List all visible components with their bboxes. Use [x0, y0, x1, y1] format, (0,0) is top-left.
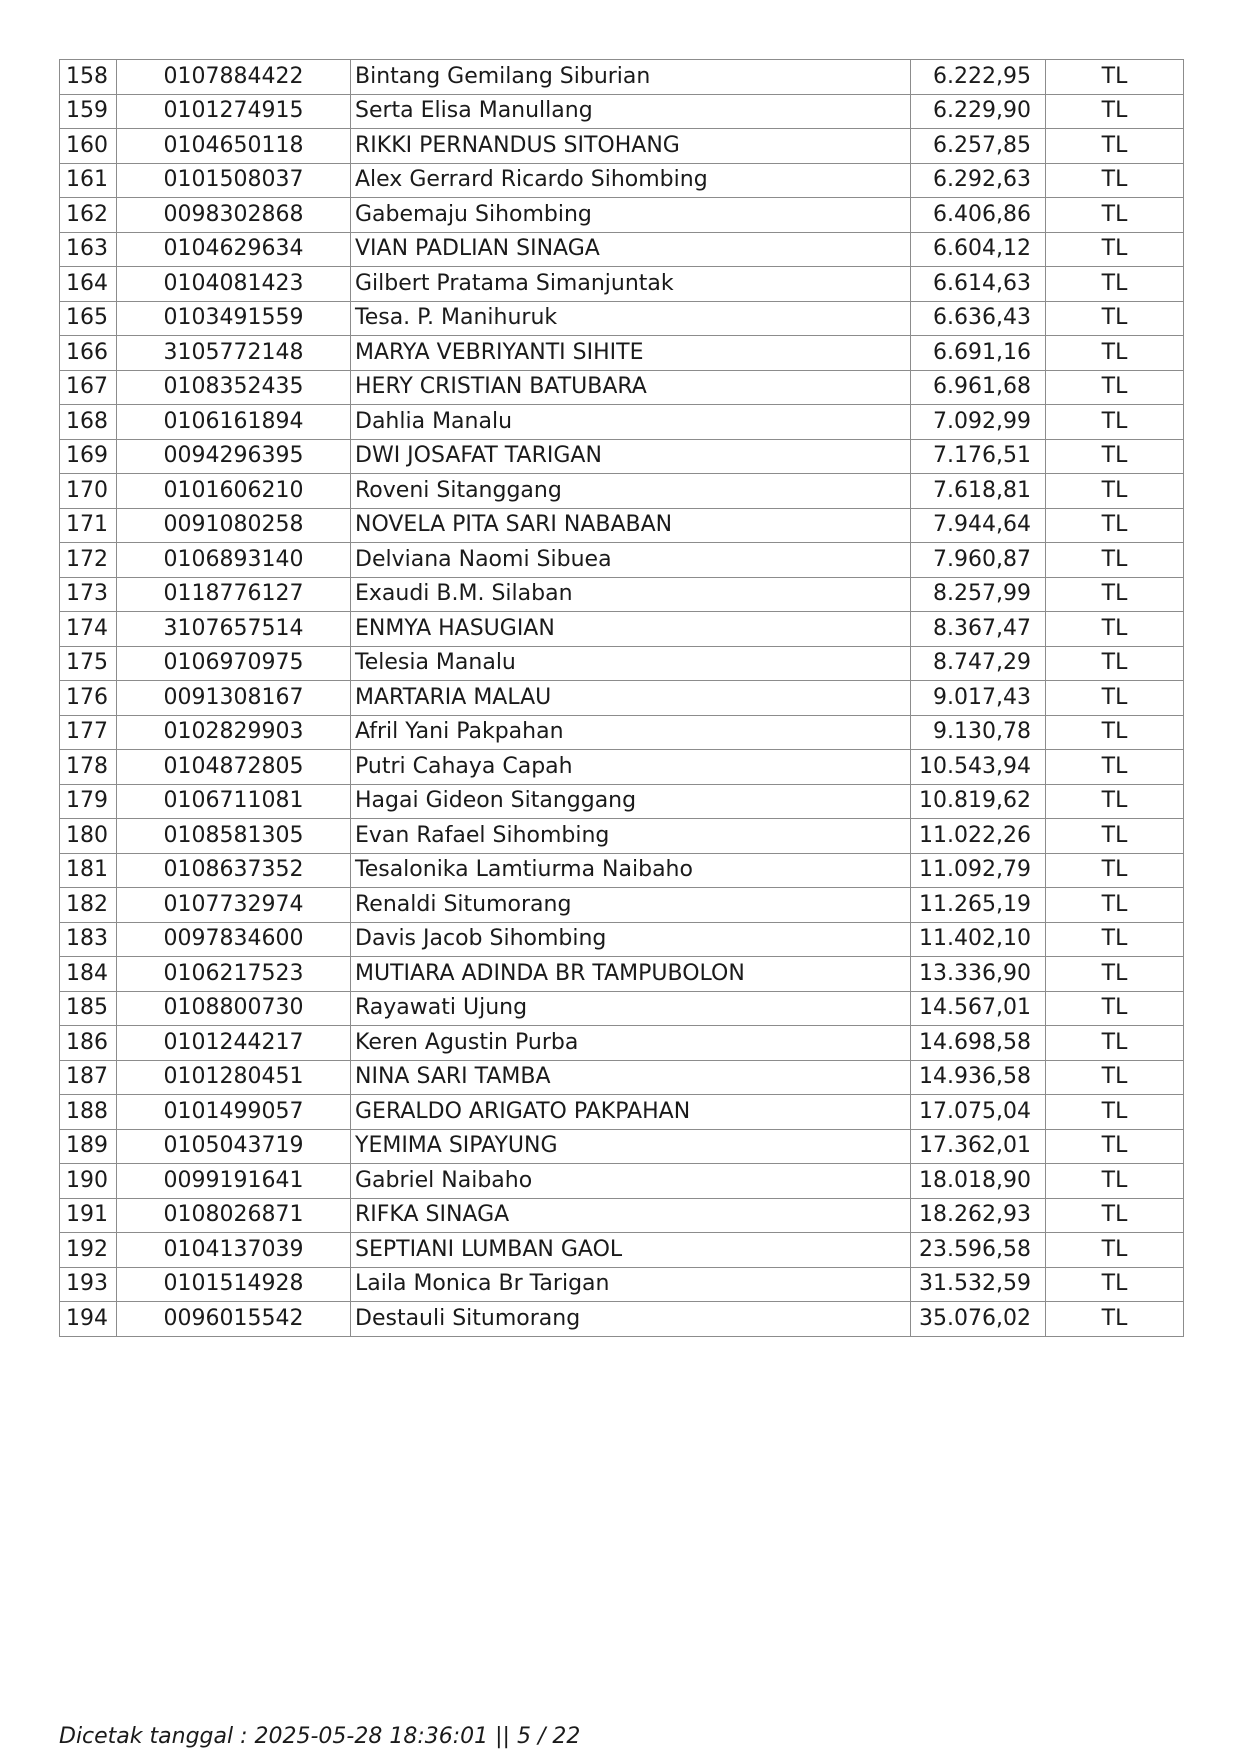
score-cell: 7.176,51	[911, 439, 1046, 474]
student-name-cell: Renaldi Situmorang	[351, 888, 911, 923]
table-row	[60, 1164, 1184, 1199]
row-number-cell: 175	[60, 646, 117, 681]
student-name-cell: MARTARIA MALAU	[351, 681, 911, 716]
score-cell: 6.257,85	[911, 129, 1046, 164]
status-cell: TL	[1046, 94, 1184, 129]
student-id-cell: 0108352435	[117, 370, 351, 405]
student-id-cell: 0105043719	[117, 1129, 351, 1164]
table-row	[60, 129, 1184, 164]
row-number-cell: 180	[60, 819, 117, 854]
status-cell: TL	[1046, 1026, 1184, 1061]
score-cell: 23.596,58	[911, 1233, 1046, 1268]
student-name-cell: Davis Jacob Sihombing	[351, 922, 911, 957]
table-body	[60, 60, 1184, 1337]
table-row	[60, 163, 1184, 198]
row-number-cell: 168	[60, 405, 117, 440]
student-name-cell: Laila Monica Br Tarigan	[351, 1267, 911, 1302]
score-cell: 6.292,63	[911, 163, 1046, 198]
row-number-cell: 164	[60, 267, 117, 302]
student-id-cell: 0101244217	[117, 1026, 351, 1061]
student-name-cell: Roveni Sitanggang	[351, 474, 911, 509]
row-number-cell: 187	[60, 1060, 117, 1095]
student-name-cell: RIFKA SINAGA	[351, 1198, 911, 1233]
status-cell: TL	[1046, 267, 1184, 302]
status-cell: TL	[1046, 991, 1184, 1026]
table-row	[60, 922, 1184, 957]
status-cell: TL	[1046, 232, 1184, 267]
score-cell: 18.018,90	[911, 1164, 1046, 1199]
score-cell: 6.604,12	[911, 232, 1046, 267]
status-cell: TL	[1046, 1164, 1184, 1199]
student-name-cell: Rayawati Ujung	[351, 991, 911, 1026]
status-cell: TL	[1046, 439, 1184, 474]
student-name-cell: Putri Cahaya Capah	[351, 750, 911, 785]
row-number-cell: 172	[60, 543, 117, 578]
status-cell: TL	[1046, 543, 1184, 578]
status-cell: TL	[1046, 750, 1184, 785]
student-id-cell: 0118776127	[117, 577, 351, 612]
table-row	[60, 60, 1184, 95]
status-cell: TL	[1046, 129, 1184, 164]
status-cell: TL	[1046, 612, 1184, 647]
table-row	[60, 715, 1184, 750]
row-number-cell: 191	[60, 1198, 117, 1233]
row-number-cell: 173	[60, 577, 117, 612]
score-cell: 8.257,99	[911, 577, 1046, 612]
status-cell: TL	[1046, 336, 1184, 371]
row-number-cell: 160	[60, 129, 117, 164]
score-cell: 8.747,29	[911, 646, 1046, 681]
table-row	[60, 1198, 1184, 1233]
score-cell: 9.130,78	[911, 715, 1046, 750]
table-row	[60, 267, 1184, 302]
student-name-cell: Dahlia Manalu	[351, 405, 911, 440]
student-name-cell: Afril Yani Pakpahan	[351, 715, 911, 750]
table-row	[60, 370, 1184, 405]
score-cell: 8.367,47	[911, 612, 1046, 647]
student-name-cell: Tesalonika Lamtiurma Naibaho	[351, 853, 911, 888]
print-footer: Dicetak tanggal : 2025-05-28 18:36:01 || 5 / 22	[59, 1724, 581, 1749]
row-number-cell: 162	[60, 198, 117, 233]
student-name-cell: VIAN PADLIAN SINAGA	[351, 232, 911, 267]
score-cell: 11.092,79	[911, 853, 1046, 888]
student-id-cell: 0096015542	[117, 1302, 351, 1337]
student-id-cell: 0104629634	[117, 232, 351, 267]
student-id-cell: 0106711081	[117, 784, 351, 819]
row-number-cell: 169	[60, 439, 117, 474]
status-cell: TL	[1046, 784, 1184, 819]
score-cell: 17.075,04	[911, 1095, 1046, 1130]
status-cell: TL	[1046, 681, 1184, 716]
table-row	[60, 1129, 1184, 1164]
table-row	[60, 439, 1184, 474]
status-cell: TL	[1046, 301, 1184, 336]
score-cell: 6.222,95	[911, 60, 1046, 95]
row-number-cell: 193	[60, 1267, 117, 1302]
student-name-cell: ENMYA HASUGIAN	[351, 612, 911, 647]
score-cell: 17.362,01	[911, 1129, 1046, 1164]
row-number-cell: 181	[60, 853, 117, 888]
student-id-cell: 0101514928	[117, 1267, 351, 1302]
student-name-cell: Gabriel Naibaho	[351, 1164, 911, 1199]
student-id-cell: 0102829903	[117, 715, 351, 750]
status-cell: TL	[1046, 1302, 1184, 1337]
student-id-cell: 0104650118	[117, 129, 351, 164]
student-id-cell: 0104872805	[117, 750, 351, 785]
student-name-cell: Destauli Situmorang	[351, 1302, 911, 1337]
student-name-cell: Bintang Gemilang Siburian	[351, 60, 911, 95]
row-number-cell: 165	[60, 301, 117, 336]
student-name-cell: RIKKI PERNANDUS SITOHANG	[351, 129, 911, 164]
status-cell: TL	[1046, 474, 1184, 509]
student-id-cell: 0101606210	[117, 474, 351, 509]
score-cell: 10.819,62	[911, 784, 1046, 819]
status-cell: TL	[1046, 370, 1184, 405]
student-id-cell: 0091308167	[117, 681, 351, 716]
table-row	[60, 646, 1184, 681]
score-cell: 11.022,26	[911, 819, 1046, 854]
score-cell: 7.944,64	[911, 508, 1046, 543]
table-row	[60, 508, 1184, 543]
student-id-cell: 0101280451	[117, 1060, 351, 1095]
status-cell: TL	[1046, 1233, 1184, 1268]
status-cell: TL	[1046, 1198, 1184, 1233]
student-id-cell: 0101499057	[117, 1095, 351, 1130]
table-row	[60, 405, 1184, 440]
student-id-cell: 0103491559	[117, 301, 351, 336]
status-cell: TL	[1046, 922, 1184, 957]
table-row	[60, 853, 1184, 888]
row-number-cell: 188	[60, 1095, 117, 1130]
status-cell: TL	[1046, 198, 1184, 233]
row-number-cell: 161	[60, 163, 117, 198]
score-cell: 10.543,94	[911, 750, 1046, 785]
table-row	[60, 301, 1184, 336]
table-row	[60, 474, 1184, 509]
score-cell: 6.614,63	[911, 267, 1046, 302]
score-cell: 11.402,10	[911, 922, 1046, 957]
row-number-cell: 176	[60, 681, 117, 716]
status-cell: TL	[1046, 1060, 1184, 1095]
row-number-cell: 192	[60, 1233, 117, 1268]
student-id-cell: 0091080258	[117, 508, 351, 543]
student-id-cell: 0101508037	[117, 163, 351, 198]
table-row	[60, 1302, 1184, 1337]
student-name-cell: Telesia Manalu	[351, 646, 911, 681]
score-cell: 7.960,87	[911, 543, 1046, 578]
score-cell: 9.017,43	[911, 681, 1046, 716]
score-cell: 6.691,16	[911, 336, 1046, 371]
student-name-cell: Serta Elisa Manullang	[351, 94, 911, 129]
row-number-cell: 184	[60, 957, 117, 992]
row-number-cell: 177	[60, 715, 117, 750]
status-cell: TL	[1046, 819, 1184, 854]
student-name-cell: NOVELA PITA SARI NABABAN	[351, 508, 911, 543]
student-id-cell: 0108026871	[117, 1198, 351, 1233]
score-cell: 6.636,43	[911, 301, 1046, 336]
results-table	[59, 59, 1184, 1337]
student-name-cell: Delviana Naomi Sibuea	[351, 543, 911, 578]
row-number-cell: 159	[60, 94, 117, 129]
student-id-cell: 0106161894	[117, 405, 351, 440]
table-row	[60, 336, 1184, 371]
table-row	[60, 1233, 1184, 1268]
score-cell: 13.336,90	[911, 957, 1046, 992]
student-id-cell: 0104081423	[117, 267, 351, 302]
table-row	[60, 750, 1184, 785]
student-id-cell: 0106217523	[117, 957, 351, 992]
student-id-cell: 3107657514	[117, 612, 351, 647]
student-id-cell: 0094296395	[117, 439, 351, 474]
score-cell: 14.698,58	[911, 1026, 1046, 1061]
status-cell: TL	[1046, 957, 1184, 992]
table-row	[60, 577, 1184, 612]
row-number-cell: 163	[60, 232, 117, 267]
table-row	[60, 543, 1184, 578]
table-row	[60, 612, 1184, 647]
student-name-cell: MARYA VEBRIYANTI SIHITE	[351, 336, 911, 371]
score-cell: 7.092,99	[911, 405, 1046, 440]
table-row	[60, 198, 1184, 233]
table-row	[60, 888, 1184, 923]
table-row	[60, 1267, 1184, 1302]
student-name-cell: NINA SARI TAMBA	[351, 1060, 911, 1095]
table-row	[60, 991, 1184, 1026]
student-id-cell: 0108800730	[117, 991, 351, 1026]
table-row	[60, 1026, 1184, 1061]
row-number-cell: 171	[60, 508, 117, 543]
table-row	[60, 1060, 1184, 1095]
row-number-cell: 174	[60, 612, 117, 647]
score-cell: 6.406,86	[911, 198, 1046, 233]
status-cell: TL	[1046, 715, 1184, 750]
score-cell: 31.532,59	[911, 1267, 1046, 1302]
row-number-cell: 158	[60, 60, 117, 95]
table-row	[60, 232, 1184, 267]
student-name-cell: Hagai Gideon Sitanggang	[351, 784, 911, 819]
status-cell: TL	[1046, 577, 1184, 612]
student-id-cell: 3105772148	[117, 336, 351, 371]
student-name-cell: GERALDO ARIGATO PAKPAHAN	[351, 1095, 911, 1130]
student-name-cell: Tesa. P. Manihuruk	[351, 301, 911, 336]
row-number-cell: 179	[60, 784, 117, 819]
status-cell: TL	[1046, 888, 1184, 923]
table-row	[60, 1095, 1184, 1130]
student-name-cell: Evan Rafael Sihombing	[351, 819, 911, 854]
student-name-cell: Alex Gerrard Ricardo Sihombing	[351, 163, 911, 198]
score-cell: 11.265,19	[911, 888, 1046, 923]
status-cell: TL	[1046, 853, 1184, 888]
status-cell: TL	[1046, 163, 1184, 198]
table-row	[60, 681, 1184, 716]
student-name-cell: YEMIMA SIPAYUNG	[351, 1129, 911, 1164]
student-id-cell: 0099191641	[117, 1164, 351, 1199]
row-number-cell: 183	[60, 922, 117, 957]
row-number-cell: 186	[60, 1026, 117, 1061]
student-id-cell: 0101274915	[117, 94, 351, 129]
table-row	[60, 957, 1184, 992]
student-id-cell: 0108581305	[117, 819, 351, 854]
score-cell: 18.262,93	[911, 1198, 1046, 1233]
score-cell: 7.618,81	[911, 474, 1046, 509]
row-number-cell: 189	[60, 1129, 117, 1164]
student-id-cell: 0106893140	[117, 543, 351, 578]
student-name-cell: HERY CRISTIAN BATUBARA	[351, 370, 911, 405]
row-number-cell: 194	[60, 1302, 117, 1337]
status-cell: TL	[1046, 1095, 1184, 1130]
student-id-cell: 0107732974	[117, 888, 351, 923]
table-row	[60, 784, 1184, 819]
row-number-cell: 166	[60, 336, 117, 371]
row-number-cell: 182	[60, 888, 117, 923]
student-name-cell: MUTIARA ADINDA BR TAMPUBOLON	[351, 957, 911, 992]
student-id-cell: 0097834600	[117, 922, 351, 957]
student-id-cell: 0106970975	[117, 646, 351, 681]
row-number-cell: 178	[60, 750, 117, 785]
student-name-cell: SEPTIANI LUMBAN GAOL	[351, 1233, 911, 1268]
table-row	[60, 819, 1184, 854]
score-cell: 35.076,02	[911, 1302, 1046, 1337]
score-cell: 6.229,90	[911, 94, 1046, 129]
student-id-cell: 0108637352	[117, 853, 351, 888]
student-id-cell: 0107884422	[117, 60, 351, 95]
student-id-cell: 0098302868	[117, 198, 351, 233]
table-row	[60, 94, 1184, 129]
status-cell: TL	[1046, 60, 1184, 95]
status-cell: TL	[1046, 508, 1184, 543]
status-cell: TL	[1046, 1267, 1184, 1302]
row-number-cell: 185	[60, 991, 117, 1026]
student-name-cell: Gabemaju Sihombing	[351, 198, 911, 233]
student-name-cell: Exaudi B.M. Silaban	[351, 577, 911, 612]
row-number-cell: 167	[60, 370, 117, 405]
score-cell: 14.567,01	[911, 991, 1046, 1026]
row-number-cell: 190	[60, 1164, 117, 1199]
score-cell: 14.936,58	[911, 1060, 1046, 1095]
score-cell: 6.961,68	[911, 370, 1046, 405]
student-name-cell: DWI JOSAFAT TARIGAN	[351, 439, 911, 474]
status-cell: TL	[1046, 646, 1184, 681]
status-cell: TL	[1046, 1129, 1184, 1164]
student-name-cell: Keren Agustin Purba	[351, 1026, 911, 1061]
student-id-cell: 0104137039	[117, 1233, 351, 1268]
student-name-cell: Gilbert Pratama Simanjuntak	[351, 267, 911, 302]
status-cell: TL	[1046, 405, 1184, 440]
row-number-cell: 170	[60, 474, 117, 509]
